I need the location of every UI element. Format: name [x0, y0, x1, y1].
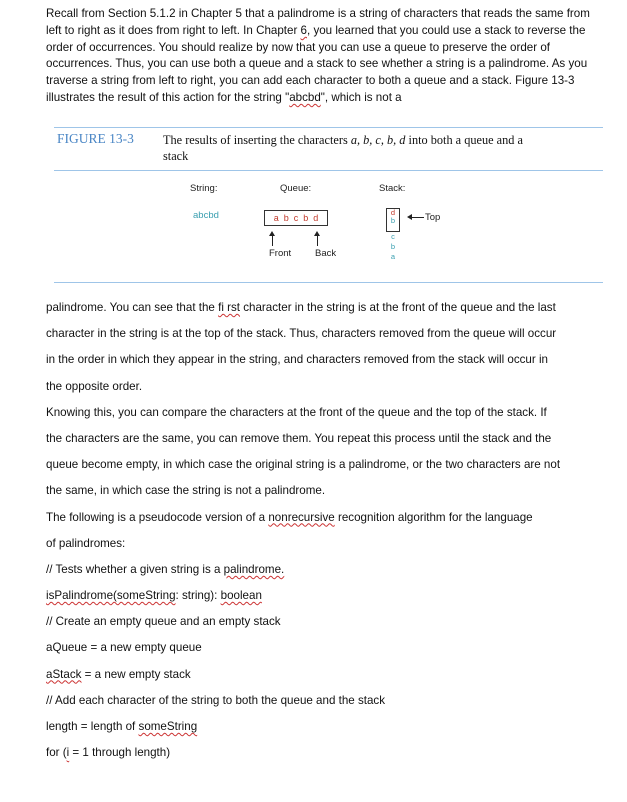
text: palindrome. You can see that the — [46, 301, 219, 314]
flagged-word: isPalindrome(someString — [46, 589, 176, 603]
top-arrow — [411, 217, 424, 218]
stack-item: b — [390, 216, 396, 225]
code-line — [46, 667, 606, 693]
stack-box — [386, 208, 400, 232]
front-label: Front — [269, 248, 292, 259]
text: : string): — [175, 589, 221, 603]
stack-item: b — [390, 242, 396, 251]
text: recognition algorithm for the language — [334, 510, 533, 524]
body-line: the opposite order. — [46, 379, 143, 393]
text: character in the string is at the front of the queue and the last — [240, 301, 556, 314]
body-line: the same, in which case the string is not a palindrome. — [46, 484, 326, 498]
code-comment: // Add each character of the string to both the queue and the stack — [46, 693, 386, 707]
intro-text-2: , you learned that you could use a stack to reverse the order of occurrences. You should realize by now that you can use a queue to preserve the order of occurrences. Thus, you can use both a queue and a stack to see whether a string is a palindrome. As you traverse a string from left to right, you can add each character to both a queue and a stack. Figure 13-3 illustrates the result of this action for the string " — [46, 23, 588, 104]
flagged-word: palindrome. — [223, 562, 285, 576]
queue-item: c — [293, 213, 299, 223]
body-line: character in the string is at the top of the stack. Thus, characters removed from the queue will occur — [46, 327, 557, 341]
flagged-word: fi rst — [218, 301, 241, 314]
code-comment — [46, 562, 606, 588]
caption-chars: a, b, c, b, d — [350, 133, 406, 147]
queue-item: b — [303, 213, 309, 223]
figure-top-rule — [54, 127, 603, 128]
stack-item: a — [390, 252, 396, 261]
queue-heading: Queue: — [280, 183, 312, 194]
flagged-word: aStack — [46, 667, 82, 681]
code-comment: // Create an empty queue and an empty stack — [46, 615, 281, 629]
intro-text-3: ", which is not a — [320, 90, 402, 104]
stack-lower-items — [386, 232, 400, 262]
figure-caption — [163, 132, 523, 164]
text: // Tests whether a given string is a — [46, 562, 224, 576]
top-label: Top — [425, 212, 441, 223]
flagged-word: nonrecursive — [268, 510, 335, 524]
queue-item: a — [273, 213, 279, 223]
body-line: Knowing this, you can compare the characters at the front of the queue and the top of the stack. If — [46, 405, 547, 419]
string-value: abcbd — [193, 210, 219, 221]
example-string: abcbd — [289, 90, 321, 104]
intro-paragraph — [46, 6, 594, 107]
body-line: the characters are the same, you can remove them. You repeat this process until the stack and the — [46, 431, 552, 445]
back-label: Back — [315, 248, 337, 259]
chapter-number: 6 — [300, 23, 307, 37]
text: length = length of — [46, 720, 139, 733]
caption-text-b: into both a queue and a stack — [163, 133, 523, 163]
caption-text-a: The results of inserting the characters — [163, 133, 351, 147]
intro-text-1: Recall from Section 5.1.2 in Chapter 5 that a palindrome is a string of characters that reads the same from left to right as it does from right to left. In Chapter — [46, 7, 590, 37]
text: = a new empty stack — [81, 667, 191, 681]
code-line — [46, 745, 606, 771]
body-line: of palindromes: — [46, 536, 126, 550]
body-text — [46, 300, 606, 771]
front-arrow — [272, 235, 273, 246]
flagged-word: boolean — [220, 589, 262, 603]
string-heading: String: — [190, 183, 218, 194]
stack-item: c — [391, 232, 395, 241]
body-line — [46, 300, 606, 326]
figure-mid-rule — [54, 170, 603, 171]
figure-bottom-rule — [54, 282, 603, 283]
code-line — [46, 588, 606, 614]
queue-item: b — [283, 213, 289, 223]
flagged-word: someString — [138, 720, 198, 733]
stack-heading: Stack: — [379, 183, 406, 194]
body-line — [46, 510, 606, 536]
code-line — [46, 640, 606, 666]
text: for ( — [46, 746, 67, 760]
text: The following is a pseudocode version of a — [46, 510, 269, 524]
text: aQueue — [46, 641, 88, 655]
figure-label: FIGURE 13-3 — [57, 131, 134, 146]
code-line — [46, 719, 606, 745]
stack-item: d — [390, 208, 396, 217]
queue-box — [264, 210, 328, 226]
back-arrow — [317, 235, 318, 246]
flagged-word: i — [66, 746, 70, 760]
body-line: in the order in which they appear in the string, and characters removed from the stack will occur in — [46, 353, 548, 367]
text: = 1 through length) — [69, 746, 171, 760]
queue-item: d — [313, 213, 319, 223]
body-line: queue become empty, in which case the original string is a palindrome, or the two characters are not — [46, 458, 561, 472]
text: = a new empty queue — [87, 641, 202, 655]
